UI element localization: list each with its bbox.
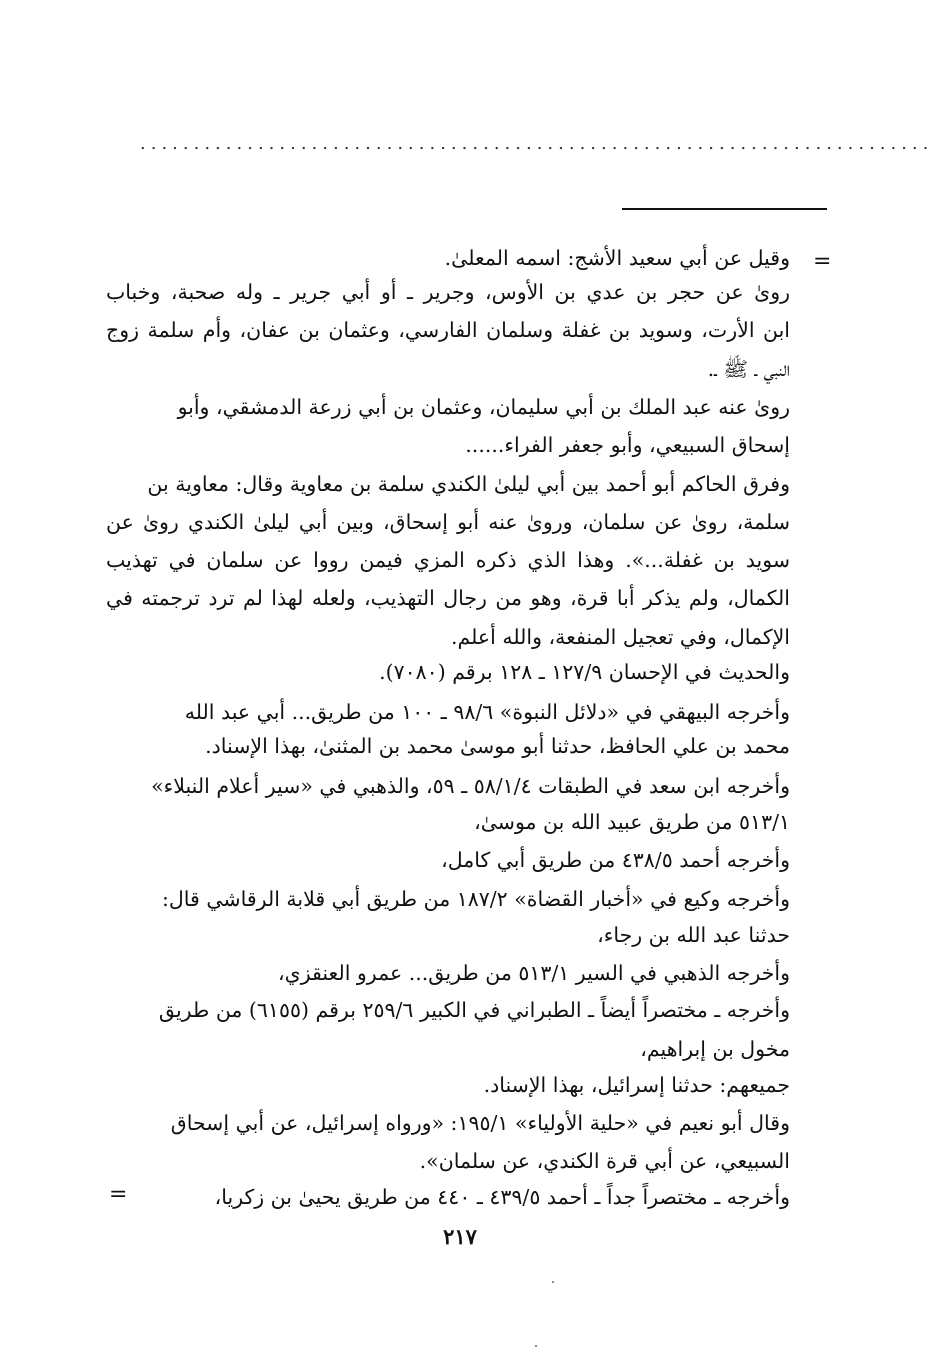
text-line: وقال أبو نعيم في «حلية الأولياء» ١٩٥/١: «ورواه إسرائيل، عن أبي إسحاق xyxy=(170,1111,790,1135)
text-line: الإكمال، وفي تعجيل المنفعة، والله أعلم. xyxy=(450,625,790,649)
text-line: ٥١٣/١ من طريق عبيد الله بن موسىٰ، xyxy=(474,810,790,834)
text-line: وأخرجه البيهقي في «دلائل النبوة» ٩٨/٦ ـ ١٠٠ من طريق... أبي عبد الله xyxy=(184,700,790,724)
text-line: وقيل عن أبي سعيد الأشج: اسمه المعلىٰ. xyxy=(444,246,790,270)
scan-speck xyxy=(552,1281,554,1283)
text-line: رویٰ عن حجر بن عدي بن الأوس، وجرير ـ أو أبي جرير ـ وله صحبة، وخباب xyxy=(106,280,790,304)
text-line: سلمة، رویٰ عن سلمان، وروىٰ عنه أبو إسحاق، وبين أبي ليلىٰ الكندي رویٰ عن xyxy=(106,510,790,534)
continuation-mark-top: = xyxy=(813,249,832,274)
text-line: رویٰ عنه عبد الملك بن أبي سليمان، وعثمان بن أبي زرعة الدمشقي، وأبو xyxy=(177,395,790,419)
text-line: والحديث في الإحسان ١٢٧/٩ ـ ١٢٨ برقم (٧٠٨٠). xyxy=(379,660,790,684)
continuation-mark-bottom: = xyxy=(109,1182,128,1207)
text-line: وأخرجه وكيع في «أخبار القضاة» ١٨٧/٢ من طريق أبي قلابة الرقاشي قال: xyxy=(161,887,790,911)
text-line: جميعهم: حدثنا إسرائيل، بهذا الإسناد. xyxy=(483,1073,790,1097)
text-line: النبي ـ ﷺ ـ. xyxy=(707,357,790,381)
text-line: محمد بن علي الحافظ، حدثنا أبو موسىٰ محمد بن المثنىٰ، بهذا الإسناد. xyxy=(205,734,790,758)
scan-speck xyxy=(535,1345,537,1347)
text-line: سويد بن غفلة...». وهذا الذي ذكره المزي فيمن رووا عن سلمان في تهذيب xyxy=(106,548,790,572)
text-line: مخول بن إبراهيم، xyxy=(640,1037,790,1061)
dotted-separator: .......................................................................... xyxy=(140,133,933,154)
text-line: وأخرجه الذهبي في السير ٥١٣/١ من طريق... عمرو العنقزي، xyxy=(278,961,790,985)
text-line: وأخرجه ابن سعد في الطبقات ٥٨/١/٤ ـ ٥٩، والذهبي في «سير أعلام النبلاء» xyxy=(151,774,790,798)
text-line: إسحاق السبيعي، وأبو جعفر الفراء...... xyxy=(465,433,790,457)
text-line: وأخرجه ـ مختصراً جداً ـ أحمد ٤٣٩/٥ ـ ٤٤٠ من طريق يحيىٰ بن زكريا، xyxy=(214,1185,790,1209)
text-line: وفرق الحاكم أبو أحمد بين أبي ليلىٰ الكندي سلمة بن معاوية وقال: معاوية بن xyxy=(147,472,790,496)
text-line: ابن الأرت، وسويد بن غفلة وسلمان الفارسي، وعثمان بن عفان، وأم سلمة زوج xyxy=(106,318,790,342)
text-line: وأخرجه ـ مختصراً أيضاً ـ الطبراني في الكبير ٢٥٩/٦ برقم (٦١٥٥) من طريق xyxy=(158,998,790,1022)
text-line: الكمال، ولم يذكر أبا قرة، وهو من رجال التهذيب، ولعله لهذا لم ترد ترجمته في xyxy=(106,586,790,610)
page-number: ٢١٧ xyxy=(443,1224,477,1249)
footnote-rule xyxy=(622,208,827,210)
text-line: حدثنا عبد الله بن رجاء، xyxy=(597,923,790,947)
text-line: وأخرجه أحمد ٤٣٨/٥ من طريق أبي كامل، xyxy=(441,848,790,872)
text-line: السبيعي، عن أبي قرة الكندي، عن سلمان». xyxy=(419,1149,790,1173)
